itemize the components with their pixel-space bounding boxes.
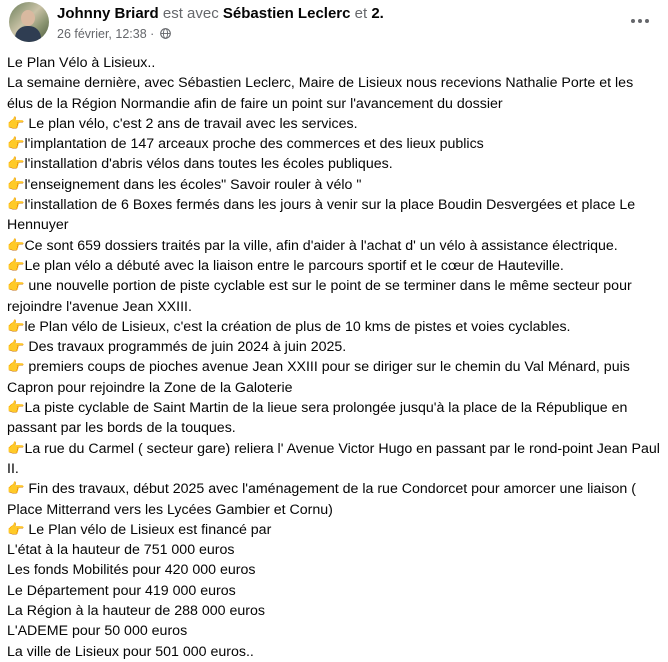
post-line: 👉La rue du Carmel ( secteur gare) reliera l' Avenue Victor Hugo en passant par le rond-point Jean Paul II.	[7, 440, 660, 477]
author-name[interactable]: Johnny Briard	[57, 5, 159, 22]
pointing-hand-icon: 👉	[7, 237, 25, 254]
post-line: L'ADEME pour 50 000 euros	[7, 623, 188, 640]
post-meta	[57, 27, 171, 41]
pointing-hand-icon: 👉	[7, 521, 25, 538]
pointing-hand-icon: 👉	[7, 318, 25, 335]
post-line: Le Département pour 419 000 euros	[7, 582, 236, 599]
avatar-body	[15, 26, 41, 42]
post-line: 👉Ce sont 659 dossiers traités par la ville, afin d'aider à l'achat d' un vélo à assistance électrique.	[7, 237, 618, 254]
post-line: 👉 Le plan vélo, c'est 2 ans de travail avec les services.	[7, 115, 358, 132]
pointing-hand-icon: 👉	[7, 359, 25, 376]
avatar-face	[21, 10, 35, 26]
post-line: 👉 Des travaux programmés de juin 2024 à juin 2025.	[7, 339, 347, 356]
pointing-hand-icon: 👉	[7, 115, 25, 132]
pointing-hand-icon: 👉	[7, 440, 25, 457]
post-line: L'état à la hauteur de 751 000 euros	[7, 542, 235, 559]
post-line: 👉l'enseignement dans les écoles" Savoir rouler à vélo "	[7, 176, 362, 193]
post-line: 👉 Fin des travaux, début 2025 avec l'aménagement de la rue Condorcet pour amorcer une liaison ( Place Mitterrand vers les Lycées Gambier et Cornu)	[7, 481, 636, 518]
with-text: est avec	[162, 5, 219, 22]
post-header	[7, 2, 661, 46]
tagged-person[interactable]: Sébastien Leclerc	[222, 5, 351, 22]
more-options-icon	[631, 19, 635, 23]
post-line: La semaine dernière, avec Sébastien Leclerc, Maire de Lisieux nous recevions Nathalie Porte et les élus de la Région Normandie afin de faire un point sur l'avancement du dossier	[7, 75, 634, 112]
pointing-hand-icon: 👉	[7, 339, 25, 356]
and-text: et	[354, 5, 368, 22]
post-line: 👉l'installation de 6 Boxes fermés dans les jours à venir sur la place Boudin Desvergées et place Le Hennuyer	[7, 197, 636, 234]
post-line: 👉 Le Plan vélo de Lisieux est financé par	[7, 521, 272, 538]
pointing-hand-icon: 👉	[7, 481, 25, 498]
pointing-hand-icon: 👉	[7, 197, 25, 214]
meta-separator: ·	[150, 27, 155, 41]
pointing-hand-icon: 👉	[7, 136, 25, 153]
author-line	[57, 5, 384, 22]
pointing-hand-icon: 👉	[7, 278, 25, 295]
more-options-icon-dot	[645, 19, 649, 23]
tagged-others[interactable]: 2.	[371, 5, 384, 22]
more-options-icon-dot	[638, 19, 642, 23]
post-line: Les fonds Mobilités pour 420 000 euros	[7, 562, 256, 579]
pointing-hand-icon: 👉	[7, 400, 25, 417]
post-text	[7, 53, 661, 662]
post-line: 👉Le plan vélo a débuté avec la liaison entre le parcours sportif et le cœur de Hauteville.	[7, 257, 564, 274]
post-line: 👉 une nouvelle portion de piste cyclable est sur le point de se terminer dans le même secteur pour rejoindre l'avenue Jean XXIII.	[7, 278, 632, 315]
post-line: 👉 premiers coups de pioches avenue Jean XXIII pour se diriger sur le chemin du Val Ménard, puis Capron pour rejoindre la Zone de la Galoterie	[7, 359, 630, 396]
post-line: Le Plan Vélo à Lisieux..	[7, 55, 156, 71]
post-line: La Région à la hauteur de 288 000 euros	[7, 603, 265, 620]
more-options-button[interactable]	[625, 8, 655, 34]
author-avatar[interactable]	[9, 2, 49, 42]
post-line: La ville de Lisieux pour 501 000 euros..	[7, 643, 254, 660]
globe-icon	[160, 28, 171, 39]
pointing-hand-icon: 👉	[7, 176, 25, 193]
post-line: 👉La piste cyclable de Saint Martin de la lieue sera prolongée jusqu'à la place de la République en passant par les bords de la touques.	[7, 400, 628, 437]
post-line: 👉l'installation d'abris vélos dans toutes les écoles publiques.	[7, 156, 393, 173]
post-date[interactable]: 26 février, 12:38	[57, 27, 147, 41]
pointing-hand-icon: 👉	[7, 257, 25, 274]
post-line: 👉l'implantation de 147 arceaux proche des commerces et des lieux publics	[7, 136, 484, 153]
post-line: 👉le Plan vélo de Lisieux, c'est la création de plus de 10 kms de pistes et voies cyclables.	[7, 318, 571, 335]
pointing-hand-icon: 👉	[7, 156, 25, 173]
